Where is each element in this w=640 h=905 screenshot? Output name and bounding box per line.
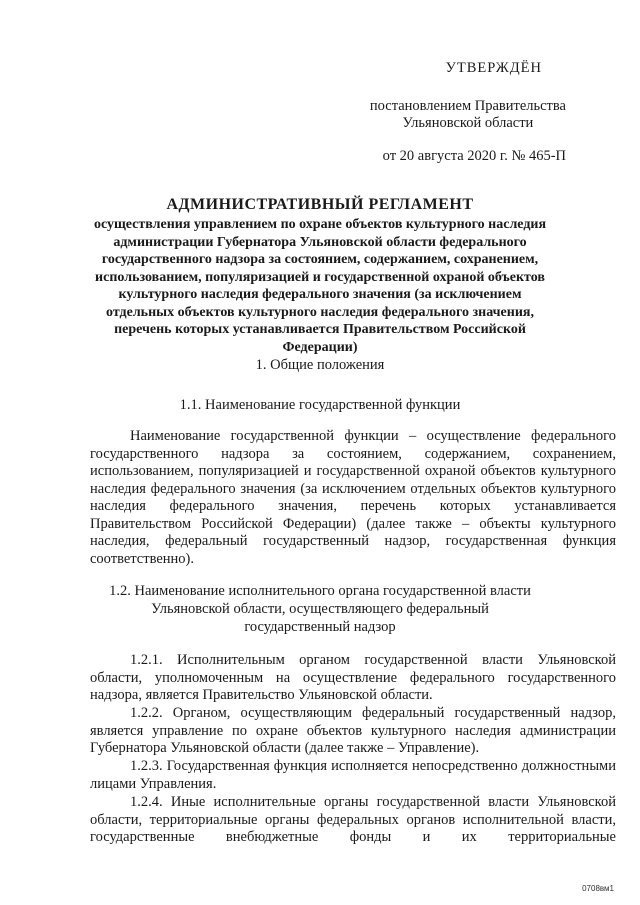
section-heading-executive-body-line3: государственный надзор	[244, 619, 396, 635]
section-heading-executive-body-line2: Ульяновской области, осуществляющего федеральный	[151, 601, 489, 617]
section-heading-executive-body-line1: 1.2. Наименование исполнительного органа государственной власти	[109, 583, 531, 599]
footer-code: 0708вм1	[582, 884, 614, 893]
paragraph-1-2-1: 1.2.1. Исполнительным органом государственной власти Ульяновской области, уполномоченным на осуществление федерального государственного надзора, является Правительство Ульяновской области.	[90, 652, 616, 703]
paragraph-1-2-3: 1.2.3. Государственная функция исполняется непосредственно должностными лицами Управления.	[90, 758, 616, 792]
paragraph-1-2-2: 1.2.2. Органом, осуществляющим федеральный государственный надзор, является управление по охране объектов культурного наследия администрации Губернатора Ульяновской области (далее также – Управление).	[90, 705, 616, 756]
approval-date: от 20 августа 2020 г. № 465-П	[382, 148, 566, 164]
approval-title: УТВЕРЖДЁН	[445, 60, 542, 76]
approval-decree-line2: Ульяновской области	[402, 115, 534, 131]
section-heading-executive-body	[90, 582, 550, 636]
paragraph-1-2-4: 1.2.4. Иные исполнительные органы государственной власти Ульяновской области, территориальные органы федеральных органов исполнительной власти, государственные внебюджетные фонды и их территориальные	[90, 794, 616, 845]
section-heading-function-name: 1.1. Наименование государственной функции	[179, 397, 461, 413]
document-title: АДМИНИСТРАТИВНЫЙ РЕГЛАМЕНТ	[166, 196, 474, 213]
section-heading-general: 1. Общие положения	[255, 357, 385, 373]
approval-decree-line1: постановлением Правительства	[369, 98, 566, 114]
document-subtitle: осуществления управлением по охране объектов культурного наследия администрации Губернатора Ульяновской области федерального государственного надзора за состоянием, содержанием, сохранением, использованием, популяризацией и государственной охраной объектов культурного наследия федерального значения (за исключением отдельных объектов культурного наследия федерального значения, перечень которых устанавливается Правительством Российской Федерации)	[93, 217, 547, 355]
paragraph-function-name: Наименование государственной функции – осуществление федерального государственного надзора за состоянием, содержанием, сохранением, использованием, популяризацией и государственной охраной объектов культурного наследия федерального значения (за исключением отдельных объектов культурного наследия федерального значения, перечень которых устанавливается Правительством Российской Федерации) (далее также – объекты культурного наследия, федеральный государственный надзор, государственная функция соответственно).	[90, 428, 616, 567]
approval-decree	[370, 98, 566, 132]
